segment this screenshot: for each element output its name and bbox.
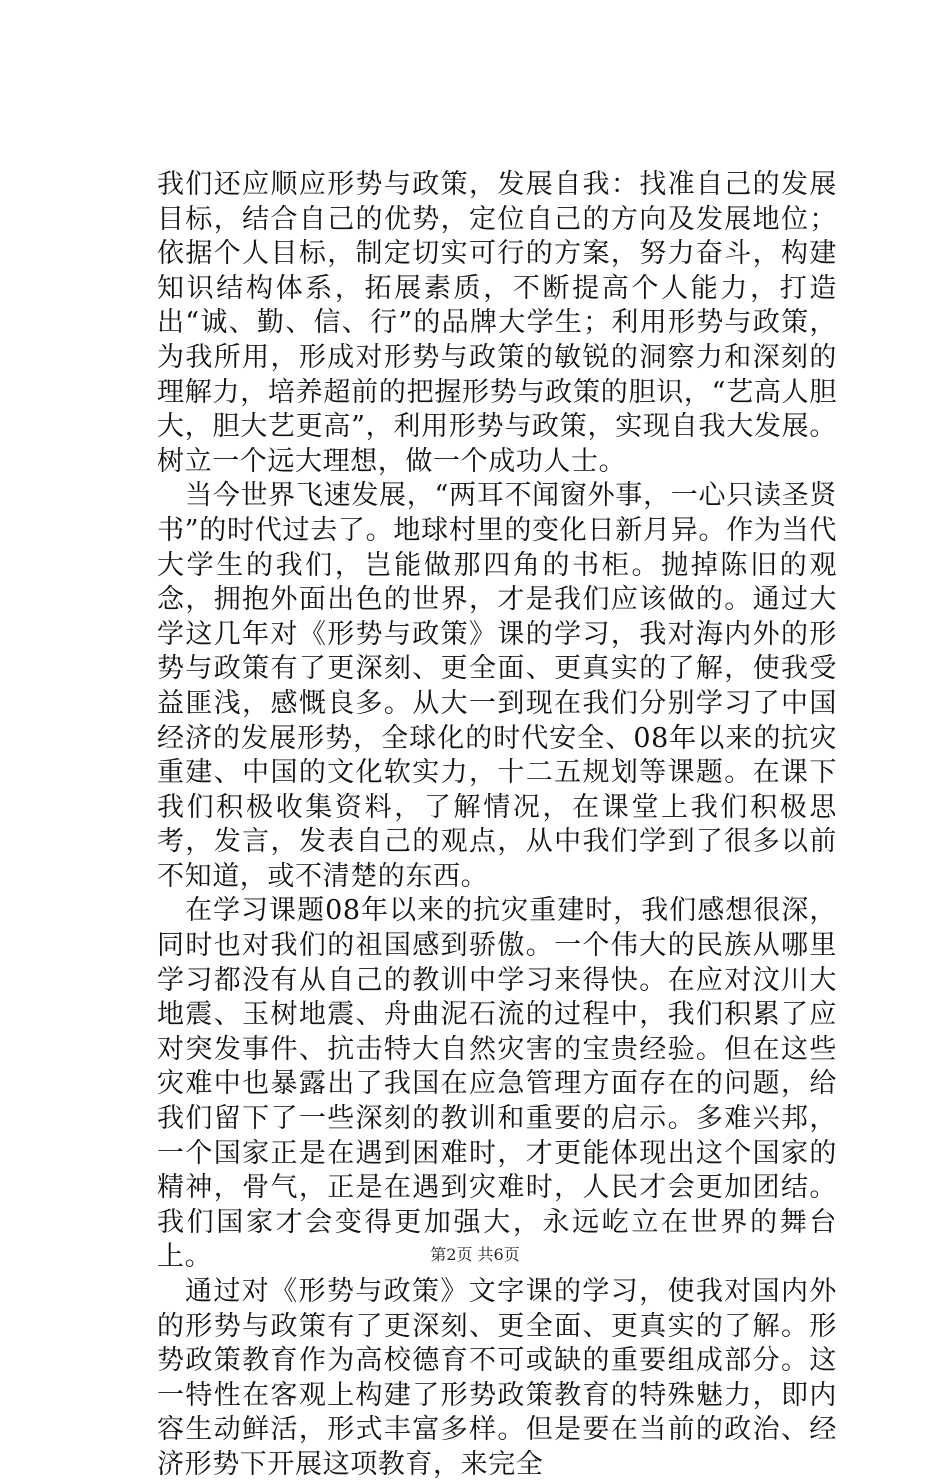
paragraph-3: 在学习课题08年以来的抗灾重建时，我们感想很深，同时也对我们的祖国感到骄傲。一个伟大的民族从哪里学习都没有从自己的教训中学习来得快。在应对汶川大地震、玉树地震、舟曲泥石流的过程中，我们积累了应对突发事件、抗击特大自然灾害的宝贵经验。但在这些灾难中也暴露出了我国在应急管理方面存在的问题，给我们留下了一些深刻的教训和重要的启示。多难兴邦，一个国家正是在遇到困难时，才更能体现出这个国家的精神，骨气，正是在遇到灾难时，人民才会更加团结。我们国家才会变得更加强大，永远屹立在世界的舞台上。	[157, 895, 837, 1273]
paragraph-1: 我们还应顺应形势与政策，发展自我：找准自己的发展目标，结合自己的优势，定位自己的方向及发展地位；依据个人目标，制定切实可行的方案，努力奋斗，构建知识结构体系，拓展素质，不断提高个人能力，打造出“诚、勤、信、行”的品牌大学生；利用形势与政策，为我所用，形成对形势与政策的敏锐的洞察力和深刻的理解力，培养超前的把握形势与政策的胆识，“艺高人胆大，胆大艺更高”，利用形势与政策，实现自我大发展。树立一个远大理想，做一个成功人士。	[157, 169, 837, 477]
paragraph-4: 通过对《形势与政策》文字课的学习，使我对国内外的形势与政策有了更深刻、更全面、更真实的了解。形势政策教育作为高校德育不可或缺的重要组成部分。这一特性在客观上构建了形势政策教育的特殊魅力，即内容生动鲜活，形式丰富多样。但是要在当前的政治、经济形势下开展这项教育，来完全	[157, 1276, 837, 1480]
document-body	[157, 168, 837, 1483]
page-number-footer: 第2页 共6页	[430, 1245, 520, 1264]
paragraph-2: 当今世界飞速发展，“两耳不闻窗外事，一心只读圣贤书”的时代过去了。地球村里的变化日新月异。作为当代大学生的我们，岂能做那四角的书柜。抛掉陈旧的观念，拥抱外面出色的世界，才是我们应该做的。通过大学这几年对《形势与政策》课的学习，我对海内外的形势与政策有了更深刻、更全面、更真实的了解，使我受益匪浅，感慨良多。从大一到现在我们分别学习了中国经济的发展形势，全球化的时代安全、08年以来的抗灾重建、中国的文化软实力，十二五规划等课题。在课下我们积极收集资料，了解情况，在课堂上我们积极思考，发言，发表自己的观点，从中我们学到了很多以前不知道，或不清楚的东西。	[157, 480, 837, 892]
